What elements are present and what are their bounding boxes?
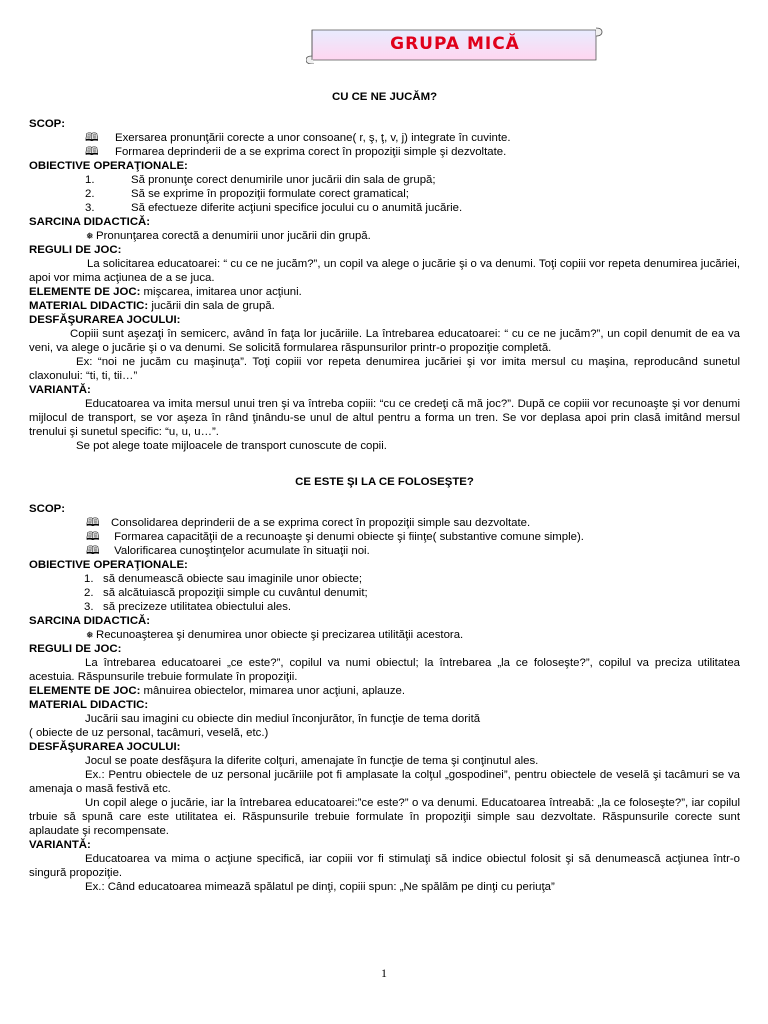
game1-title: CU CE NE JUCĂM? (331, 91, 438, 103)
open-book-icon: 🕮 (86, 517, 100, 529)
game1-variant-heading: VARIANTĂ: (29, 384, 91, 396)
game2-procedure-heading: DESFĂŞURAREA JOCULUI: (29, 741, 181, 753)
game2-variant-example: Ex.: Când educatoarea mimează spălatul pe dinţi, copiii spun: „Ne spălăm pe dinţi cu periuţa” (85, 881, 555, 893)
game1-procedure-text: Copiii sunt aşezaţi în semicerc, având în faţa lor jucăriile. La întrebarea educatoarei: “ cu ce ne jucăm?”, un copil denumit de ea va veni, va alege o jucărie şi o va denumi. Se solicită formularea răspunsurilor printr-o propoziţie completă. (29, 328, 740, 354)
open-book-icon: 🕮 (86, 545, 100, 557)
game2-material-text: Jucării sau imagini cu obiecte din mediul înconjurător, în funcţie de tema dorită (85, 713, 481, 725)
game1-objective-item: 1. Să pronunţe corect denumirile unor jucării din sala de grupă; (85, 174, 436, 186)
game1-rules-heading: REGULI DE JOC: (29, 244, 122, 256)
game2-objective-item: 1. să denumească obiecte sau imaginile unor obiecte; (84, 573, 362, 585)
game2-material-heading: MATERIAL DIDACTIC: (29, 699, 149, 711)
game2-scop-item: 🕮 Valorificarea cunoştinţelor acumulate în situaţii noi. (86, 545, 370, 557)
game2-procedure-example: Ex.: Pentru obiectele de uz personal jucăriile pot fi amplasate la colţul „gospodinei”, pentru obiectele de veselă şi tacâmuri se va amenaja o masă festivă etc. (29, 769, 740, 795)
game2-procedure-detail: Un copil alege o jucărie, iar la întrebarea educatoarei:”ce este?” o va denumi. Educatoarea întreabă: „la ce foloseşte?”, iar copilul trbuie să spună care este utilitatea ei. Răspunsurile trebuie formulate în propoziţii simple sau dezvoltate. Răspunsurile corecte sunt aplaudate şi recompensate. (29, 797, 740, 837)
game1-task-heading: SARCINA DIDACTICĂ: (29, 216, 151, 228)
game2-scop-heading: SCOP: (29, 503, 66, 515)
game1-objective-item: 3. Să efectueze diferite acţiuni specifice jocului cu o anumită jucărie. (85, 202, 463, 214)
open-book-icon: 🕮 (85, 146, 99, 158)
game1-variant-text: Educatoarea va imita mersul unui tren şi va întreba copiii: “cu ce credeţi că mă joc?”. După ce copiii vor recunoaşte şi vor denumi mijlocul de transport, se vor aşeza în rând ţinându-se unul de altul pentru a forma un tren. Se vor deplasa apoi prin clasă imitând mersul trenului şi sunetul specific: “u, u, u…”. (29, 398, 740, 438)
game2-elements: ELEMENTE DE JOC: mânuirea obiectelor, mimarea unor acţiuni, aplauze. (29, 685, 406, 697)
game1-material: MATERIAL DIDACTIC: jucării din sala de grupă. (29, 300, 275, 312)
game2-material-note: ( obiecte de uz personal, tacâmuri, veselă, etc.) (29, 727, 269, 739)
open-book-icon: 🕮 (86, 531, 100, 543)
game2-variant-heading: VARIANTĂ: (29, 839, 91, 851)
banner-title: GRUPA MICĂ (390, 34, 520, 54)
game2-objectives-heading: OBIECTIVE OPERAŢIONALE: (29, 559, 188, 571)
game1-procedure-example: Ex: “noi ne jucăm cu maşinuţa”. Toţi copiii vor repeta denumirea jucăriei şi vor imita mersul cu maşina, reproducând sunetul claxonului: “ti, ti, tii…” (29, 356, 740, 382)
game2-task-item: ❅ Recunoaşterea şi denumirea unor obiecte şi precizarea utilităţii acestora. (86, 629, 464, 641)
game1-elements: ELEMENTE DE JOC: mişcarea, imitarea unor acţiuni. (29, 286, 302, 298)
game1-rules-text: La solicitarea educatoarei: “ cu ce ne jucăm?”, un copil va alege o jucărie şi o va denumi. Toţi copiii vor repeta denumirea jucăriei, apoi vor mima acţiunea de a se juca. (29, 258, 740, 284)
game1-objective-item: 2. Să se exprime în propoziţii formulate corect gramatical; (85, 188, 409, 200)
game1-task-item: ❅ Pronunţarea corectă a denumirii unor jucării din grupă. (86, 230, 371, 242)
game1-scop-item: 🕮 Exersarea pronunţării corecte a unor consoane( r, ş, ţ, v, j) integrate în cuvinte. (85, 132, 511, 144)
game2-scop-item: 🕮 Consolidarea deprinderii de a se exprima corect în propoziţii simple sau dezvoltate. (86, 517, 531, 529)
game2-task-heading: SARCINA DIDACTICĂ: (29, 615, 151, 627)
game1-procedure-heading: DESFĂŞURAREA JOCULUI: (29, 314, 181, 326)
game2-scop-item: 🕮 Formarea capacităţii de a recunoaşte şi denumi obiecte şi fiinţe( substantive comune simple). (86, 531, 584, 543)
game2-title: CE ESTE ŞI LA CE FOLOSEŞTE? (295, 476, 474, 488)
game2-variant-text: Educatoarea va mima o acţiune specifică, iar copiii vor fi stimulaţi să indice obiectul folosit şi să denumească acţiunea într-o singură propoziţie. (29, 853, 740, 879)
flower-bullet-icon: ❅ (86, 630, 94, 640)
flower-bullet-icon: ❅ (86, 231, 94, 241)
page-number: 1 (381, 966, 387, 980)
game1-scop-heading: SCOP: (29, 118, 66, 130)
game1-objectives-heading: OBIECTIVE OPERAŢIONALE: (29, 160, 188, 172)
game1-variant-note: Se pot alege toate mijloacele de transport cunoscute de copii. (76, 440, 387, 452)
document-body (29, 90, 740, 894)
game2-rules-text: La întrebarea educatoarei „ce este?”, copilul va numi obiectul; la întrebarea „la ce foloseşte?”, copilul va preciza utilitatea acestuia. Răspunsurile trebuie formulate în propoziţii. (29, 657, 740, 683)
game1-scop-item: 🕮 Formarea deprinderii de a se exprima corect în propoziţii simple şi dezvoltate. (85, 146, 507, 158)
game2-objective-item: 3. să precizeze utilitatea obiectului ales. (84, 601, 292, 613)
game2-objective-item: 2. să alcătuiască propoziţii simple cu cuvântul denumit; (84, 587, 368, 599)
open-book-icon: 🕮 (85, 132, 99, 144)
game2-procedure-text: Jocul se poate desfăşura la diferite colţuri, amenajate în funcţie de tema şi conţinutul ales. (85, 755, 539, 767)
title-banner (306, 24, 604, 64)
game2-rules-heading: REGULI DE JOC: (29, 643, 122, 655)
